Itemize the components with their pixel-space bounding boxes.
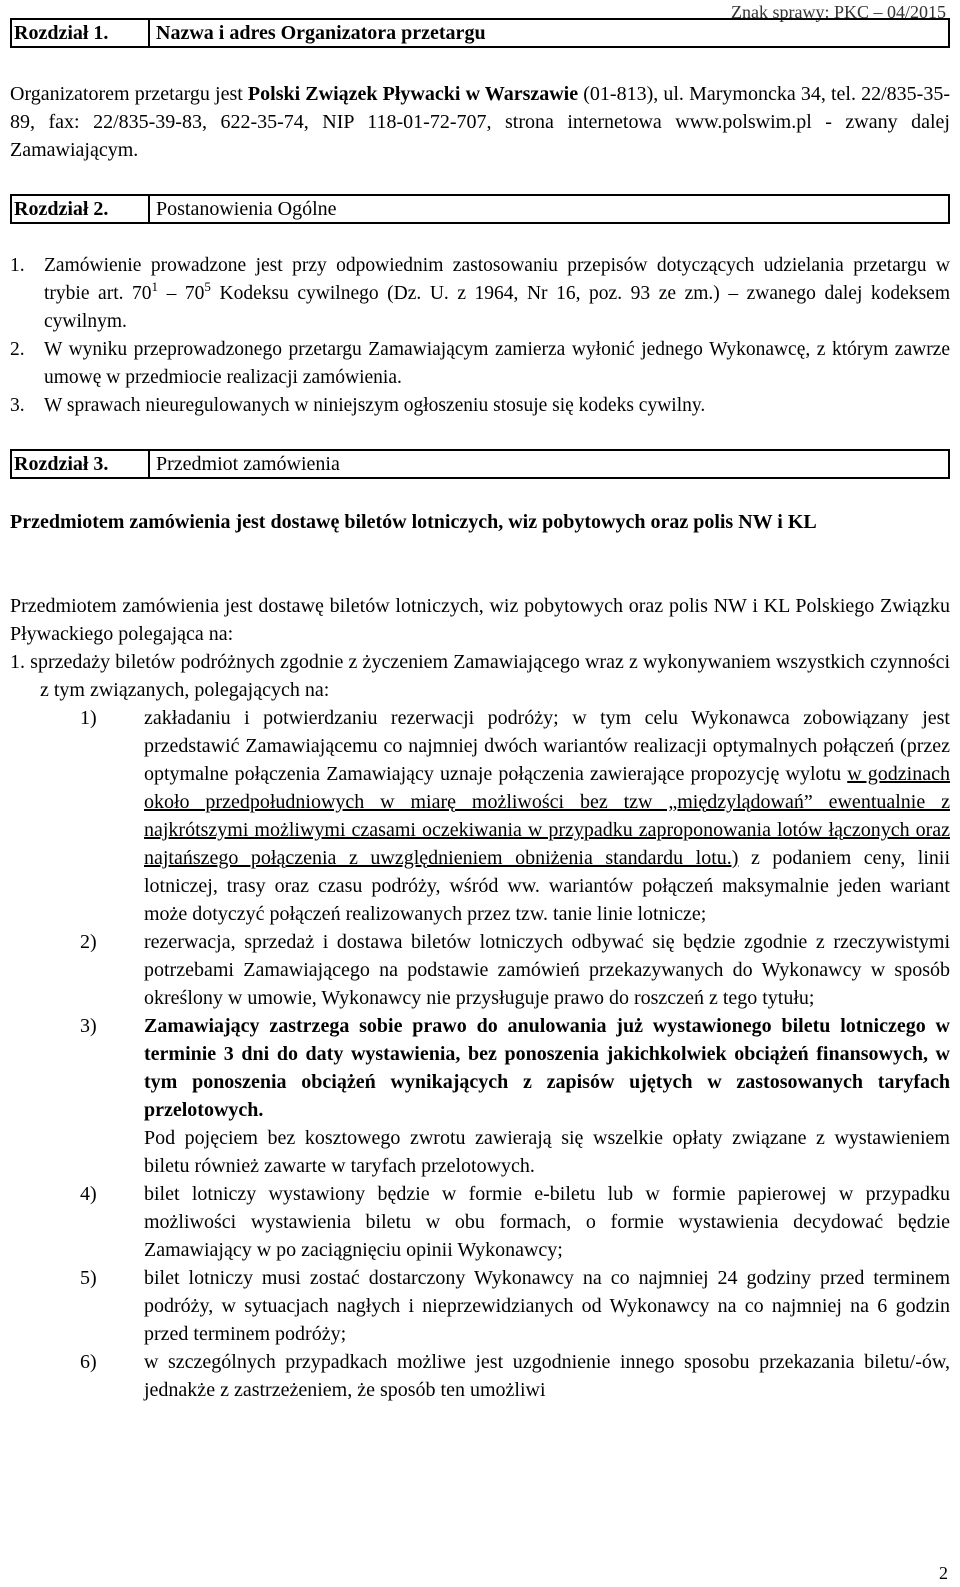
underlined-text: w godzinach około przedpołudniowych w miarę możliwości bez tzw „międzylądowań” ewentualnie z najkrótszymi możliwymi czasami oczekiwania w przypadku zaproponowania lotów łączonych oraz najtańszego połączenia z uwzględnieniem obniżenia standardu lotu.): [144, 763, 950, 869]
chapter-3-header: [10, 449, 950, 479]
sub-item: 5) bilet lotniczy musi zostać dostarczony Wykonawcy na co najmniej 24 godziny przed terminem podróży, w sytuacjach nagłych i nieprzewidzianych od Wykonawcy na co najmniej na 6 godzin przed terminem podróży;: [80, 1267, 950, 1345]
general-provisions-list: [10, 252, 950, 420]
sub-item: 6) w szczególnych przypadkach możliwe jest uzgodnienie innego sposobu przekazania biletu/-ów, jednakże z zastrzeżeniem, że sposób ten umożliwi: [80, 1351, 950, 1401]
sub-item: 4) bilet lotniczy wystawiony będzie w formie e-biletu lub w formie papierowej w przypadku możliwości wystawienia biletu w obu formach, o formie wystawienia decydować będzie Zamawiający w po zaciągnięciu opinii Wykonawcy;: [80, 1183, 950, 1261]
list-item: 3. W sprawach nieuregulowanych w niniejszym ogłoszeniu stosuje się kodeks cywilny.: [10, 395, 706, 416]
chapter-1-header: [10, 18, 950, 48]
chapter-title: Nazwa i adres Organizatora przetargu: [156, 22, 486, 44]
chapter-2-header: [10, 194, 950, 224]
chapter-number: Rozdział 2.: [12, 196, 150, 222]
list-item: 2. W wyniku przeprowadzonego przetargu Zamawiającym zamierza wyłonić jednego Wykonawcę, z którym zawrze umowę w przedmiocie realizacji zamówienia.: [10, 339, 950, 388]
chapter-title: Przedmiot zamówienia: [156, 453, 340, 475]
chapter-number: Rozdział 1.: [12, 20, 150, 46]
page-number: 2: [939, 1563, 948, 1583]
sub-item: 2) rezerwacja, sprzedaż i dostawa biletów lotniczych odbywać się będzie zgodnie z rzeczywistymi potrzebami Zamawiającego na podstawie zamówień przekazywanych do Wykonawcy w sposób określony w umowie, Wykonawcy nie przysługuje prawo do roszczeń z tego tytułu;: [80, 931, 950, 1009]
subject-list: [10, 648, 950, 1404]
chapter-title: Postanowienia Ogólne: [156, 198, 337, 220]
chapter-number: Rozdział 3.: [12, 451, 150, 477]
case-reference: Znak sprawy: PKC – 04/2015: [731, 2, 946, 22]
subject-bold-heading: Przedmiotem zamówienia jest dostawę biletów lotniczych, wiz pobytowych oraz polis NW i KL: [10, 511, 817, 533]
list-item: 1. sprzedaży biletów podróżnych zgodnie z życzeniem Zamawiającego wraz z wykonywaniem wszystkich czynności z tym związanych, polegających na:: [10, 651, 951, 701]
subject-intro: Przedmiotem zamówienia jest dostawę biletów lotniczych, wiz pobytowych oraz polis NW i KL Polskiego Związku Pływackiego polegająca na:: [10, 595, 950, 645]
organizer-name: Polski Związek Pływacki w Warszawie: [247, 83, 579, 105]
list-item: 1. Zamówienie prowadzone jest przy odpowiednim zastosowaniu przepisów dotyczących udzielania przetargu w trybie art. $70^1 - 70^5$ Kodeksu cywilnego (Dz. U. z 1964, Nr 16, poz. 93 ze zm.) – zwanego dalej kodeksem cywilnym.: [10, 255, 950, 332]
sub-item: 3) Zamawiający zastrzega sobie prawo do anulowania już wystawionego biletu lotniczego w terminie 3 dni do daty wystawienia, bez ponoszenia jakichkolwiek obciążeń finansowych, w tym ponoszenia obciążeń wynikających z zapisów ujętych w zastosowanych taryfach przelotowych. Pod pojęciem bez kosztowego zwrotu zawierają się wszelkie opłaty związane z wystawieniem biletu również zawarte w taryfach przelotowych.: [80, 1015, 950, 1177]
sub-item: 1) zakładaniu i potwierdzaniu rezerwacji podróży; w tym celu Wykonawca zobowiązany jest przedstawić Zamawiającemu co najmniej dwóch wariantów realizacji optymalnych połączeń (przez optymalne połączenia Zamawiający uznaje połączenia zawierające propozycję wylotu w godzinach około przedpołudniowych w miarę możliwości bez tzw „międzylądowań” ewentualnie z najkrótszymi możliwymi czasami oczekiwania w przypadku zaproponowania lotów łączonych oraz najtańszego połączenia z uwzględnieniem obniżenia standardu lotu.) z podaniem ceny, linii lotniczej, trasy oraz czasu podróży, wśród ww. wariantów połączeń maksymalnie jeden wariant może dotyczyć połączeń realizowanych przez tzw. tanie linie lotnicze;: [80, 707, 950, 925]
organizer-paragraph: Organizatorem przetargu jest Polski Związek Pływacki w Warszawie (01-813), ul. Marymoncka 34, tel. 22/835-35-89, fax: 22/835-39-83, 622-35-74, NIP 118-01-72-707, strona internetowa www.polswim.pl - zwany dalej Zamawiającym.: [10, 83, 950, 161]
